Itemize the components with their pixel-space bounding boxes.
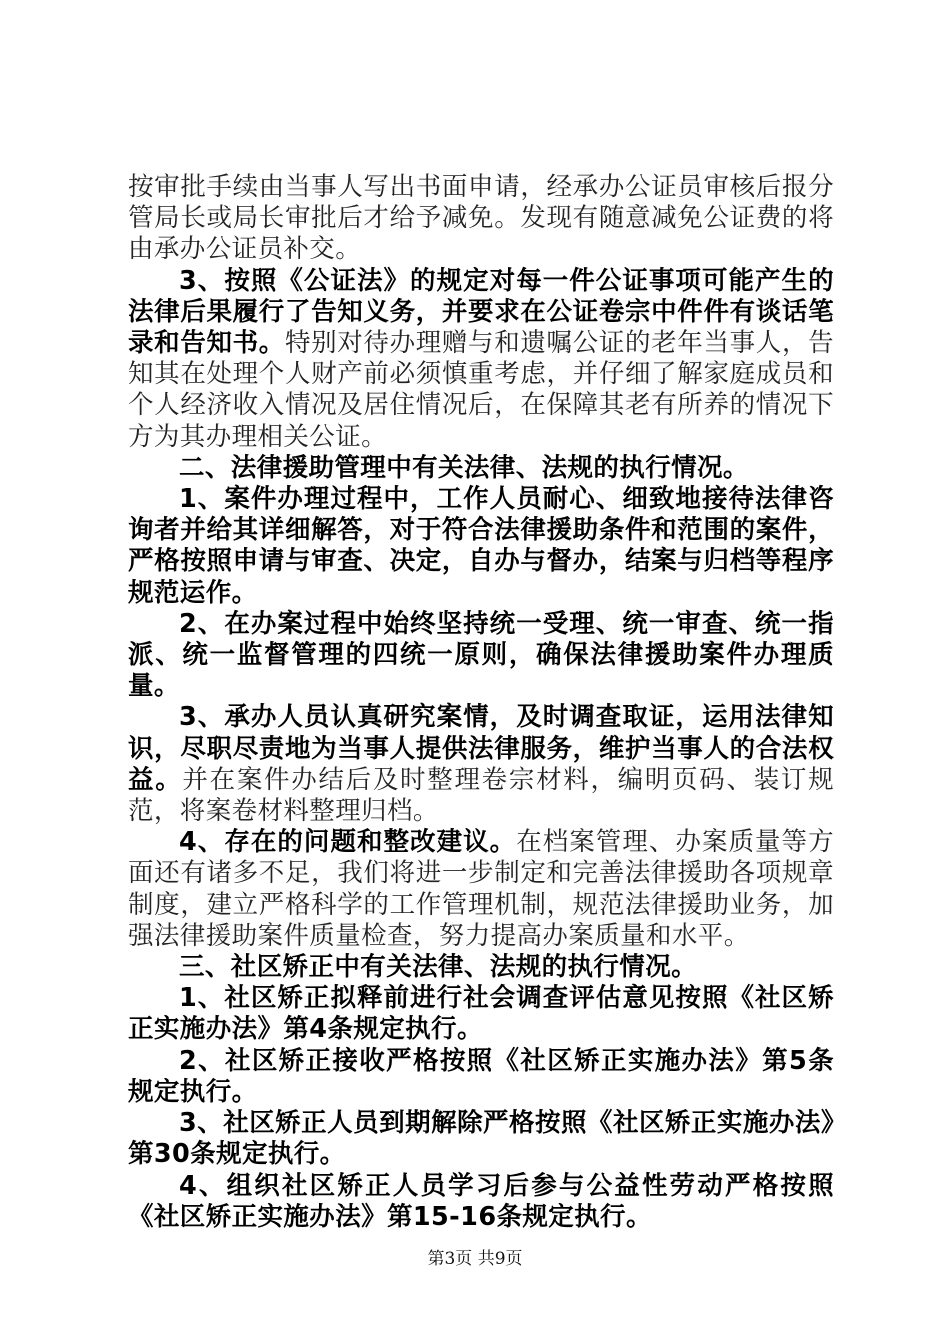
paragraph-text: 三、社区矫正中有关法律、法规的执行情况。 [179, 952, 698, 983]
paragraph-text: 3、承办人员认真研究案情，及时调查取证，运用法律知识，尽职尽责地为当事人提供法律服务，维护当事人的合法权益。 [128, 702, 834, 795]
paragraph-text: 1、案件办理过程中，工作人员耐心、细致地接待法律咨询者并给其详细解答，对于符合法律援助条件和范围的案件，严格按照申请与审查、决定，自办与督办，结案与归档等程序规范运作。 [128, 484, 834, 608]
paragraph-legal-aid-item-4 [128, 827, 834, 952]
page-number-label: 第3页 共9页 [427, 1249, 523, 1269]
paragraph-text: 按审批手续由当事人写出书面申请，经承办公证员审核后报分管局长或局长审批后才给予减免。发现有随意减免公证费的将由承办公证员补交。 [128, 172, 834, 265]
paragraph-text: 并在案件办结后及时整理卷宗材料，编明页码、装订规范，将案卷材料整理归档。 [128, 764, 834, 827]
paragraph-legal-aid-item-3 [128, 702, 834, 827]
paragraph-text: 4、组织社区矫正人员学习后参与公益性劳动严格按照《社区矫正实施办法》第15-16条规定执行。 [128, 1170, 834, 1232]
paragraph-fee-waiver-continuation [128, 172, 834, 266]
section-heading-legal-aid [128, 453, 834, 484]
paragraph-legal-aid-item-1 [128, 484, 834, 609]
paragraph-notary-notification [128, 266, 834, 453]
paragraph-text: 2、在办案过程中始终坚持统一受理、统一审查、统一指派、统一监督管理的四统一原则，确保法律援助案件办理质量。 [128, 608, 834, 702]
paragraph-text: 在档案管理、办案质量等方面还有诸多不足，我们将进一步制定和完善法律援助各项规章制度，建立严格科学的工作管理机制，规范法律援助业务，加强法律援助案件质量检查，努力提高办案质量和水平。 [128, 827, 834, 951]
paragraph-text: 特别对待办理赠与和遗嘱公证的老年当事人，告知其在处理个人财产前必须慎重考虑，并仔细了解家庭成员和个人经济收入情况及居住情况后，在保障其老有所养的情况下方为其办理相关公证。 [128, 328, 834, 452]
paragraph-text: 1、社区矫正拟释前进行社会调查评估意见按照《社区矫正实施办法》第4条规定执行。 [128, 983, 834, 1045]
paragraph-text: 2、社区矫正接收严格按照《社区矫正实施办法》第5条规定执行。 [128, 1045, 834, 1107]
section-heading-community-correction [128, 952, 834, 983]
paragraph-correction-item-2 [128, 1046, 834, 1108]
paragraph-text: 3、按照《公证法》的规定对每一件公证事项可能产生的法律后果履行了告知义务，并要求在公证卷宗中件件有谈话笔录和告知书。 [128, 265, 834, 359]
paragraph-text: 二、法律援助管理中有关法律、法规的执行情况。 [179, 452, 749, 483]
paragraph-correction-item-3 [128, 1108, 834, 1170]
paragraph-correction-item-1 [128, 983, 834, 1045]
page-number-footer [0, 1244, 950, 1269]
paragraph-text: 3、社区矫正人员到期解除严格按照《社区矫正实施办法》第30条规定执行。 [128, 1108, 834, 1170]
document-body [128, 172, 834, 1233]
paragraph-correction-item-4 [128, 1171, 834, 1233]
paragraph-legal-aid-item-2 [128, 609, 834, 703]
paragraph-text: 4、存在的问题和整改建议。 [179, 827, 517, 858]
